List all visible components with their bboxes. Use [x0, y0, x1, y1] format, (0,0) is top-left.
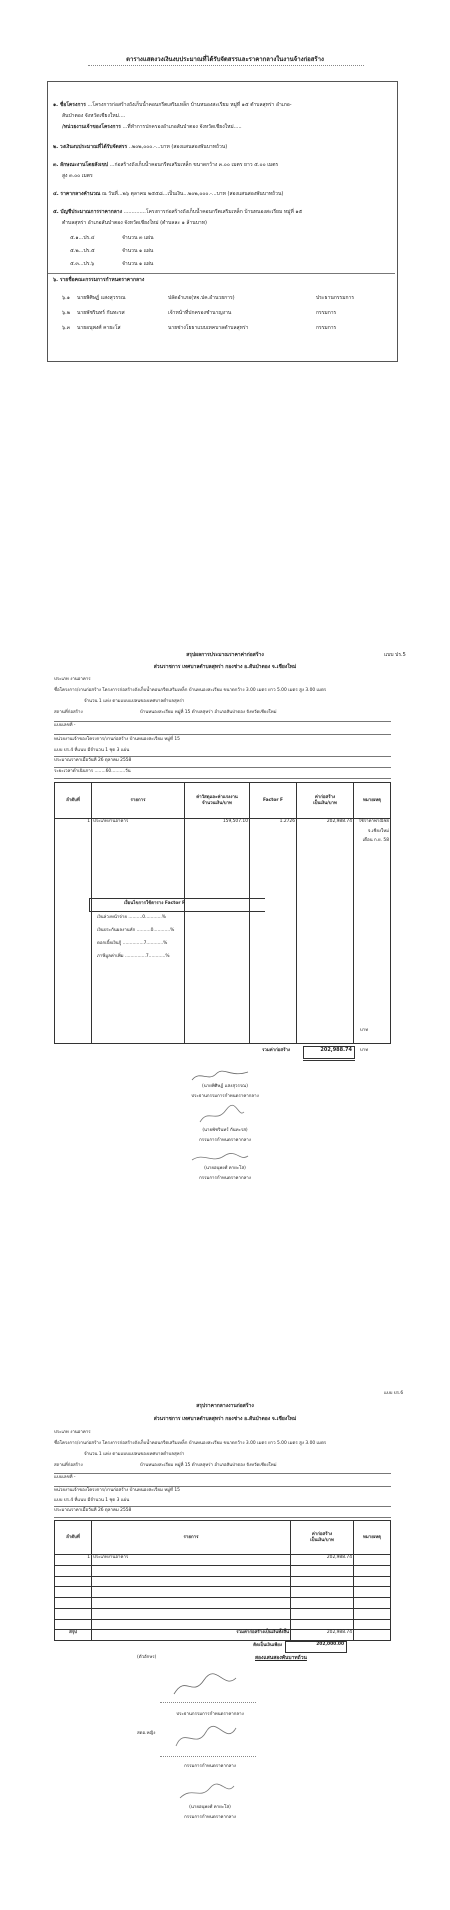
item4-text: ณ วันที่...๒๖ ตุลาคม ๒๕๕๘...เป็นเงิน...๒๐๒,๐๐๐.-...บาท (สองแสนสองพันบาทถ้วน) [102, 191, 284, 197]
form-code: ๕.๒...ปร.๕ [70, 248, 95, 254]
cell [92, 1598, 291, 1609]
cell [291, 1598, 354, 1609]
cell-no: 1 [55, 1555, 92, 1566]
item5-text: ..............โครงการก่อสร้างถังเก็บน้ำคอนกรีตเสริมเหล็ก บ้านหนองสะเรียม หมู่ที่ ๑๕ [123, 209, 303, 215]
col-header [291, 1521, 354, 1555]
summary-value: 202,988.74 [291, 1630, 354, 1641]
signature-scribble [190, 1150, 250, 1166]
cell-note [354, 819, 391, 1044]
item1-text2: สันป่าตอง จังหวัดเชียงใหม่.... [62, 113, 126, 119]
cell [291, 1576, 354, 1587]
rule [54, 1506, 391, 1507]
cell [354, 1576, 391, 1587]
p2-location: บ้านหนองสะเรียม หมู่ที่ 15 ตำบลสุหร่า อำเภอสันป่าตอง จังหวัดเชียงใหม่ [140, 710, 277, 715]
total-unit: บาท [360, 1048, 369, 1053]
form-code: ๕.๑...ปร.๔ [70, 235, 95, 241]
item3 [53, 162, 278, 168]
signature-line [160, 1702, 256, 1703]
factor-condition: เงินประกันผลงานหัก ..........0............% [97, 928, 175, 933]
table-row [55, 1565, 391, 1576]
col-header: ลำดับที่ [55, 1521, 92, 1555]
signature-scribble [170, 1668, 240, 1700]
title-underline [88, 65, 364, 66]
item1-text: ...โครงการก่อสร้างถังเก็บน้ำคอนกรีตเสริมเหล็ก บ้านหนองสะเรียม หมู่ที่ ๑๕ ตำบลสุหร่า อำเภอ- [87, 102, 292, 108]
p2-drawing: แบบเลขที่ - [54, 723, 76, 728]
cell [291, 1619, 354, 1630]
rule [54, 756, 391, 757]
p3-sheets: แบบ ปร.4 ที่แนบ มีจำนวน 1 ชุด 3 แผ่น [54, 1498, 130, 1503]
cell [291, 1608, 354, 1619]
table-row [55, 1598, 391, 1609]
cell-total: 202,988.74 [297, 819, 354, 1044]
cell [55, 1619, 92, 1630]
col-header-sub: เป็นเงิน/บาท [313, 800, 337, 806]
cell [354, 1608, 391, 1619]
total-value: 202,988.74 [303, 1046, 355, 1059]
cell [291, 1565, 354, 1576]
item3-label: ๓. ลักษณะงานโดยสังเขป [53, 162, 109, 168]
col-header-text: ค่าก่อสร้าง [311, 1532, 333, 1538]
p3-qty: จำนวน 1 แห่ง ตามแบบแปลนของเทศบาลตำบลสุหร่า [84, 1452, 185, 1457]
item3-text: ...ก่อสร้างถังเก็บน้ำคอนกรีตเสริมเหล็ก ขนาดกว้าง ๓.๐๐ เมตร ยาว ๕.๐๐ เมตร [109, 162, 279, 168]
cell [55, 1608, 92, 1619]
item2-text: ..๒๐๒,๐๐๐.-...บาท (สองแสนสองพันบาทถ้วน) [128, 144, 228, 150]
committee-name: นายพิศิษฏ์ แสงสุวรรณ [77, 295, 126, 301]
item1 [53, 102, 389, 108]
p2-duration: ระยะเวลาดำเนินการ ........60..........วัน [54, 769, 131, 774]
item5 [53, 209, 302, 215]
p2-cost-table [54, 782, 391, 1044]
in-words-label: (ตัวอักษร) [137, 1655, 157, 1660]
signature-scribble [190, 1068, 250, 1084]
cell [354, 1565, 391, 1576]
committee-role: กรรมการ [316, 310, 337, 316]
item1-label: ๑. ชื่อโครงการ [53, 102, 86, 108]
item5-label: ๕. บัญชีประมาณการราคากลาง [53, 209, 123, 215]
form-qty: จำนวน ๑ แผ่น [122, 248, 154, 254]
item4-label: ๔. ราคากลางคำนวณ [53, 191, 101, 197]
factor-condition: เงินล่วงหน้าจ่าย ..........0............% [97, 915, 166, 920]
table-row [55, 1587, 391, 1598]
item-text: ประเภทงานอาคาร [93, 819, 129, 824]
factor-condition: ภาษีมูลค่าเพิ่ม ...............7............% [97, 954, 170, 959]
signature-line [160, 1756, 256, 1757]
summary-row [55, 1630, 391, 1641]
form-code: ๕.๓...ปร.๖ [70, 261, 95, 267]
item4 [53, 191, 283, 197]
rule [54, 1486, 391, 1487]
signature-name: (นายพิศิษฏ์ แสงสุวรรณ) [202, 1084, 248, 1089]
table-row [55, 1576, 391, 1587]
signature-scribble [170, 1722, 240, 1754]
committee-name: นายพัชรินทร์ กันทะรส [77, 310, 125, 316]
col-header: ลำดับที่ [55, 783, 92, 819]
cell [92, 1587, 291, 1598]
committee-role: กรรมการ [316, 325, 337, 331]
col-header: หมายเหตุ [354, 1521, 391, 1555]
page3-form-code: แบบ ปร.6 [384, 1391, 404, 1396]
col-header-sub: จำนวนเงิน/บาท [202, 800, 232, 806]
table-row [55, 1555, 391, 1566]
cell [354, 1587, 391, 1598]
p2-design-unit: หน่วยงานเจ้าของโครงการ/งานก่อสร้าง บ้านหนองสะเรียม หมู่ที่ 15 [54, 737, 180, 742]
cell-item: ประเภทงานอาคาร [92, 1555, 291, 1566]
p2-project: ชื่อโครงการ/งานก่อสร้าง โครงการก่อสร้างถังเก็บน้ำคอนกรีตเสริมเหล็ก บ้านหนองสะเรียม ขนาดกว้าง 3.00 เมตร ยาว 5.00 เมตร สูง 3.00 เมตร [54, 688, 327, 693]
p2-type: ประเภท งานอาคาร [54, 677, 91, 682]
p2-sheets: แบบ ปร.4 ที่แนบ มีจำนวน 1 ชุด 3 แผ่น [54, 748, 130, 753]
committee-role: ประธานกรรมการ [316, 295, 355, 301]
note-line: จ.เชียงใหม่ [367, 828, 389, 834]
cell-factor: 1.2726 [250, 819, 297, 1044]
p3-date: ประมาณราคาเมื่อวันที่ 26 ตุลาคม 2558 [54, 1508, 132, 1513]
signature-name: (นายอนุพงศ์ คายะโส) [204, 1166, 246, 1171]
note-line: ใช้ราคาพาณิชย์ [358, 819, 389, 824]
form-qty: จำนวน ๑ แผ่น [122, 261, 154, 267]
signature-scribble [196, 1104, 246, 1126]
cell [92, 1619, 291, 1630]
p2-date: ประมาณราคาเมื่อวันที่ 26 ตุลาคม 2558 [54, 758, 132, 763]
col-header: รายการ [92, 1521, 291, 1555]
signature-role: ประธานกรรมการกำหนดราคากลาง [191, 1094, 259, 1099]
p3-drawing: แบบเลขที่ - [54, 1475, 76, 1480]
form-row [70, 248, 95, 254]
form-row [70, 235, 95, 241]
signature-role: กรรมการกำหนดราคากลาง [184, 1764, 236, 1769]
signature-scribble [176, 1780, 236, 1802]
summary-text: รวมค่าก่อสร้างเป็นเงินทั้งสิ้น [92, 1630, 291, 1641]
rule [54, 734, 391, 735]
factor-title: เงื่อนไขการใช้ตาราง Factor F [124, 901, 186, 906]
cell-no: 1 [55, 819, 92, 1044]
item5-text2: ตำบลสุหร่า อำเภอสันป่าตอง จังหวัดเชียงใหม่ (ตำบลละ ๑ ล้านบาท) [62, 220, 207, 226]
col-header-sub: เป็นเงิน/บาท [310, 1537, 334, 1543]
signature-role: กรรมการกำหนดราคากลาง [184, 1815, 236, 1820]
cell [92, 1576, 291, 1587]
page1-title: ตารางแสดงวงเงินงบประมาณที่ได้รับจัดสรรและราคากลางในงานจ้างก่อสร้าง [126, 56, 324, 63]
note-line: เดือน ก.ย. 58 [362, 838, 389, 843]
cell [55, 1576, 92, 1587]
item6-label: ๖. รายชื่อคณะกรรมการกำหนดราคากลาง [53, 277, 145, 283]
total-label: รวมค่าก่อสร้าง [262, 1048, 291, 1053]
signature-prefix: สดอ.หญิง [137, 1731, 156, 1736]
cell-cost: 159,507.10 [185, 819, 250, 1044]
p2-qty: จำนวน 1 แห่ง ตามแบบแปลนของเทศบาลตำบลสุหร่า [84, 699, 185, 704]
page2-form-code: แบบ ปร.5 [384, 652, 406, 658]
double-underline [303, 1060, 355, 1061]
summary-label: สรุป [55, 1630, 92, 1641]
committee-position: ปลัดอำเภอ(หจ.ปค.อำนวยการ) [168, 295, 235, 301]
p2-location-label: สถานที่ก่อสร้าง [54, 710, 83, 715]
rule [54, 767, 391, 768]
cell-total: 202,988.74 [291, 1555, 354, 1566]
item3-text2: สูง ๓.๐๐ เมตร [62, 173, 93, 179]
col-header-text: ค่าวัสดุและค่าแรงงาน [196, 795, 238, 800]
item1-agency-value: ...ที่ทำการปกครองอำเภอสันป่าตอง จังหวัดเชียงใหม่..... [122, 124, 242, 130]
signature-name: (นายอนุพงศ์ คายะโส) [189, 1805, 231, 1810]
col-header: หมายเหตุ [354, 783, 391, 819]
signature-role: ประธานกรรมการกำหนดราคากลาง [176, 1712, 244, 1717]
p3-design-unit: หน่วยงานเจ้าของโครงการ/งานก่อสร้าง บ้านหนองสะเรียม หมู่ที่ 15 [54, 1488, 180, 1493]
table-row [55, 1619, 391, 1630]
divider [48, 273, 395, 274]
p3-location: บ้านหนองสะเรียม หมู่ที่ 15 ตำบลสุหร่า อำเภอสันป่าตอง จังหวัดเชียงใหม่ [140, 1463, 277, 1468]
page3-title: สรุปราคากลางงานก่อสร้าง [196, 1403, 254, 1409]
p3-summary-table [54, 1520, 391, 1641]
table-row [55, 1608, 391, 1619]
p3-project: ชื่อโครงการ/งานก่อสร้าง โครงการก่อสร้างถังเก็บน้ำคอนกรีตเสริมเหล็ก บ้านหนองสะเรียม ขนาดกว้าง 3.00 เมตร ยาว 5.00 เมตร สูง 3.00 เมตร [54, 1441, 327, 1446]
item1-agency [62, 124, 242, 130]
signature-role: กรรมการกำหนดราคากลาง [199, 1176, 251, 1181]
item1-agency-label: /หน่วยงานเจ้าของโครงการ [62, 124, 121, 130]
col-header [185, 783, 250, 819]
cell [354, 1619, 391, 1630]
signature-name: (นายพัชรินทร์ กันทะรส) [202, 1128, 248, 1133]
cell [291, 1587, 354, 1598]
committee-no: ๖.๓ [62, 325, 71, 331]
rule [54, 778, 391, 779]
form-qty: จำนวน ๓ แผ่น [122, 235, 154, 241]
factor-condition: ดอกเบี้ยเงินกู้ ...............7............% [97, 941, 168, 946]
cell [354, 1598, 391, 1609]
cell [55, 1598, 92, 1609]
rule [54, 1517, 391, 1518]
rounded-label: คิดเป็นเงินเพียง [253, 1643, 282, 1648]
cell [92, 1608, 291, 1619]
signature-role: กรรมการกำหนดราคากลาง [199, 1138, 251, 1143]
cell [92, 1565, 291, 1576]
committee-position: เจ้าหน้าที่ปกครองชำนาญงาน [168, 310, 232, 316]
item2-label: ๒. วงเงินงบประมาณที่ได้รับจัดสรร [53, 144, 128, 150]
col-header: Factor F [250, 783, 297, 819]
item2 [53, 144, 227, 150]
cell [55, 1587, 92, 1598]
committee-no: ๖.๒ [62, 310, 71, 316]
cell [354, 1630, 391, 1641]
p3-location-label: สถานที่ก่อสร้าง [54, 1463, 83, 1468]
committee-name: นายอนุพงศ์ คายะโส [77, 325, 121, 331]
cell [55, 1565, 92, 1576]
in-words: สองแสนสองพันบาทถ้วน [255, 1655, 307, 1661]
unit-baht: บาท [360, 1028, 369, 1033]
page2-title: สรุปผลการประมาณราคาค่าก่อสร้าง [186, 652, 264, 658]
p3-type: ประเภท งานอาคาร [54, 1430, 91, 1435]
col-header [297, 783, 354, 819]
rule [54, 1473, 391, 1474]
rule [54, 721, 391, 722]
col-header-text: ค่าก่อสร้าง [314, 795, 336, 800]
rounded-value: 202,000.00 [285, 1641, 347, 1653]
page3-subtitle: ส่วนราชการ เทศบาลตำบลสุหร่า กองช่าง อ.สันป่าตอง จ.เชียงใหม่ [153, 1416, 297, 1422]
col-header: รายการ [92, 783, 185, 819]
form-row [70, 261, 94, 267]
committee-no: ๖.๑ [62, 295, 70, 301]
cell-note [354, 1555, 391, 1566]
committee-position: นายช่างโยธาแบบเทคบาลตำบลสุหร่า [168, 325, 249, 331]
page2-subtitle: ส่วนราชการ เทศบาลตำบลสุหร่า กองช่าง อ.สันป่าตอง จ.เชียงใหม่ [153, 664, 297, 670]
